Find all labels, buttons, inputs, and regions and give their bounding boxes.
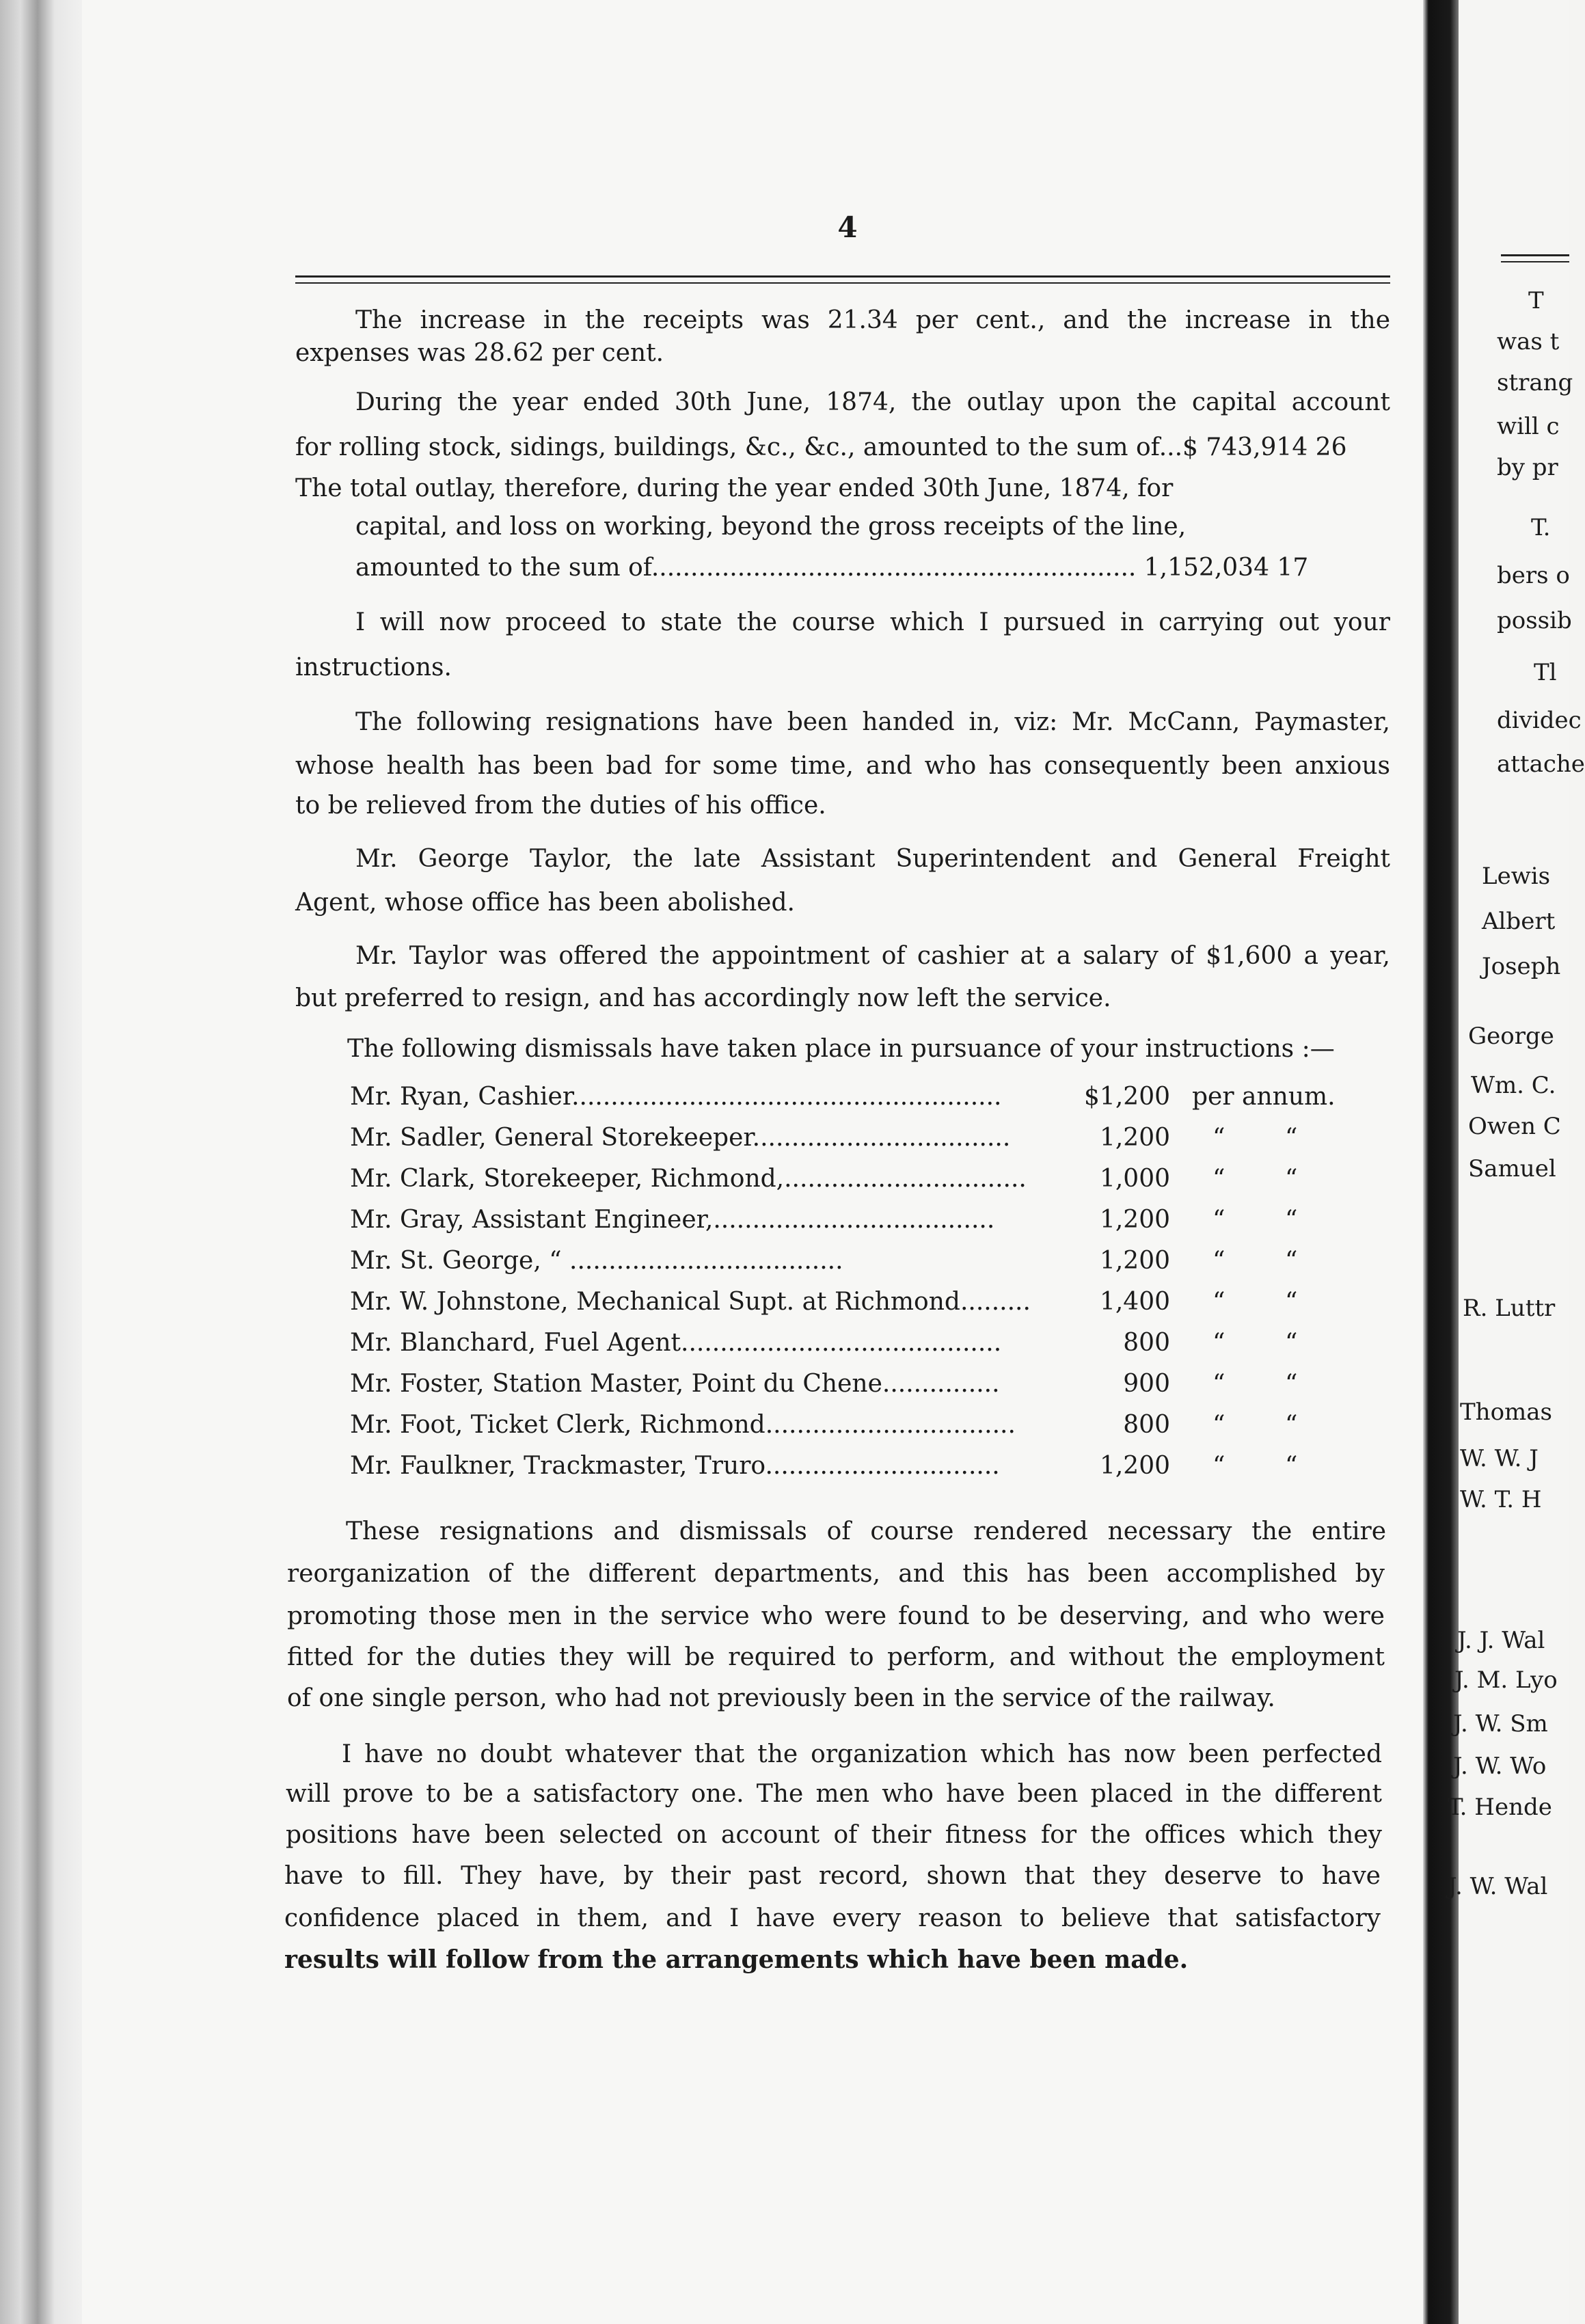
left-binding-edge [0, 0, 82, 2324]
dismissal-row [350, 1206, 1403, 1247]
next-page-fragment: Lewis [1482, 863, 1551, 890]
taylor-line-2: Agent, whose office has been abolished. [295, 889, 795, 917]
dismissal-amount: 900 [1123, 1370, 1170, 1398]
next-page-fragment: T [1528, 287, 1544, 314]
dismissal-amount: 1,400 [1099, 1288, 1170, 1316]
dismissal-ditto-2: “ [1285, 1124, 1298, 1152]
dismissal-name: Mr. Sadler, General Storekeeper................................. [350, 1124, 1011, 1152]
taylor-offer-line-1: Mr. Taylor was offered the appointment of cashier at a salary of $1,600 a year, [355, 942, 1390, 970]
next-page-fragment: R. Luttr [1463, 1295, 1556, 1322]
page-right-partial [1448, 0, 1585, 2324]
next-page-fragment: possib [1497, 607, 1572, 634]
outlay-line-4: capital, and loss on working, beyond the gross receipts of the line, [355, 513, 1187, 541]
dismissal-name: Mr. Foster, Station Master, Point du Chene............... [350, 1370, 1000, 1398]
page-number: 4 [837, 211, 858, 244]
dismissal-name: Mr. Gray, Assistant Engineer,.................................... [350, 1206, 995, 1234]
outlay-line-5: amounted to the sum of.............................................................. 1,152,034 17 [355, 554, 1309, 582]
dismissal-ditto-2: “ [1285, 1206, 1298, 1234]
next-page-fragment: will c [1497, 413, 1560, 440]
dismissal-ditto-1: “ [1213, 1452, 1225, 1480]
dismissal-amount: 1,200 [1099, 1247, 1170, 1275]
resignations-line-1: The following resignations have been handed in, viz: Mr. McCann, Paymaster, [355, 708, 1390, 736]
dismissal-ditto-1: “ [1213, 1329, 1225, 1357]
next-page-header-rule [1501, 254, 1569, 256]
dismissal-name: Mr. Clark, Storekeeper, Richmond,............................... [350, 1165, 1027, 1193]
conclusion-line-5: confidence placed in them, and I have every reason to believe that satisfactory [284, 1904, 1381, 1932]
dismissal-amount: 800 [1123, 1411, 1170, 1439]
next-page-header-rule-2 [1501, 261, 1569, 262]
dismissal-ditto-2: “ [1285, 1370, 1298, 1398]
conclusion-line-4: have to fill. They have, by their past record, shown that they deserve to have [284, 1862, 1381, 1890]
next-page-fragment: J. W. Wo [1453, 1753, 1547, 1780]
proceed-line-1: I will now proceed to state the course which I pursued in carrying out your [355, 608, 1390, 636]
center-gutter [1423, 0, 1459, 2324]
dismissal-ditto-2: “ [1285, 1452, 1298, 1480]
opening-line-1: The increase in the receipts was 21.34 per cent., and the increase in the [355, 306, 1390, 334]
dismissal-row [350, 1329, 1403, 1370]
next-page-fragment: Tl [1534, 659, 1557, 686]
next-page-fragment: J. M. Lyo [1454, 1666, 1558, 1694]
conclusion-line-3: positions have been selected on account of their fitness for the offices which they [286, 1821, 1382, 1849]
dismissal-ditto-1: “ [1213, 1124, 1225, 1152]
dismissal-ditto-1: “ [1213, 1206, 1225, 1234]
dismissal-name: Mr. Foot, Ticket Clerk, Richmond................................ [350, 1411, 1016, 1439]
next-page-fragment: attache [1497, 751, 1585, 778]
next-page-fragment: J. W. Sm [1453, 1710, 1548, 1738]
next-page-fragment: Thomas [1460, 1399, 1553, 1426]
dismissal-ditto-2: “ [1285, 1411, 1298, 1439]
dismissal-name: Mr. Blanchard, Fuel Agent......................................... [350, 1329, 1002, 1357]
dismissal-amount: 800 [1123, 1329, 1170, 1357]
outlay-line-2: for rolling stock, sidings, buildings, &c., &c., amounted to the sum of...$ 743,914 26 [295, 433, 1347, 461]
next-page-fragment: by pr [1497, 454, 1558, 481]
dismissal-name: Mr. Faulkner, Trackmaster, Truro.............................. [350, 1452, 1000, 1480]
dismissal-row [350, 1083, 1403, 1124]
reorganization-line-5: of one single person, who had not previously been in the service of the railway. [287, 1684, 1275, 1712]
next-page-fragment: W. T. H [1460, 1486, 1542, 1513]
dismissal-ditto-2: “ [1285, 1288, 1298, 1316]
dismissal-ditto-1: “ [1213, 1165, 1225, 1193]
taylor-line-1: Mr. George Taylor, the late Assistant Superintendent and General Freight [355, 845, 1390, 873]
dismissal-amount: 1,000 [1099, 1165, 1170, 1193]
reorganization-line-1: These resignations and dismissals of course rendered necessary the entire [346, 1517, 1386, 1545]
next-page-fragment: was t [1497, 328, 1560, 355]
outlay-line-1: During the year ended 30th June, 1874, the outlay upon the capital account [355, 388, 1390, 416]
next-page-fragment: dividec [1497, 707, 1582, 734]
dismissal-row [350, 1452, 1403, 1493]
dismissal-amount: 1,200 [1099, 1452, 1170, 1480]
dismissal-ditto-2: “ [1285, 1329, 1298, 1357]
header-rule-top [295, 275, 1390, 278]
next-page-fragment: J. W. Wal [1448, 1873, 1548, 1900]
next-page-fragment: Joseph [1482, 953, 1561, 980]
outlay-line-3: The total outlay, therefore, during the year ended 30th June, 1874, for [295, 474, 1174, 502]
reorganization-line-2: reorganization of the different departments, and this has been accomplished by [287, 1560, 1385, 1588]
resignations-line-3: to be relieved from the duties of his office. [295, 792, 826, 820]
dismissals-intro: The following dismissals have taken place in pursuance of your instructions :— [347, 1035, 1335, 1063]
taylor-offer-line-2: but preferred to resign, and has accordingly now left the service. [295, 984, 1111, 1012]
dismissal-ditto-1: per annum. [1192, 1083, 1336, 1111]
dismissal-ditto-2: “ [1285, 1165, 1298, 1193]
next-page-fragment: Samuel [1468, 1155, 1556, 1183]
dismissal-row [350, 1370, 1403, 1411]
next-page-fragment: Albert [1482, 908, 1556, 935]
dismissal-amount: $1,200 [1084, 1083, 1170, 1111]
dismissal-name: Mr. Ryan, Cashier....................................................... [350, 1083, 1002, 1111]
header-rule-bottom [295, 282, 1390, 284]
next-page-fragment: T. [1531, 514, 1551, 541]
conclusion-line-2: will prove to be a satisfactory one. The men who have been placed in the different [286, 1780, 1382, 1808]
next-page-fragment: strang [1497, 369, 1573, 396]
proceed-line-2: instructions. [295, 653, 452, 681]
dismissal-row [350, 1124, 1403, 1165]
next-page-fragment: Wm. C. [1471, 1072, 1556, 1099]
dismissal-name: Mr. St. George, “ ................................... [350, 1247, 843, 1275]
next-page-fragment: bers o [1497, 562, 1570, 589]
reorganization-line-4: fitted for the duties they will be required to perform, and without the employment [287, 1643, 1385, 1671]
dismissal-row [350, 1288, 1403, 1329]
dismissal-row [350, 1411, 1403, 1452]
next-page-fragment: Owen C [1468, 1113, 1561, 1140]
dismissal-name: Mr. W. Johnstone, Mechanical Supt. at Richmond......... [350, 1288, 1031, 1316]
dismissal-ditto-1: “ [1213, 1247, 1225, 1275]
resignations-line-2: whose health has been bad for some time, and who has consequently been anxious [295, 752, 1390, 780]
next-page-fragment: J. J. Wal [1457, 1627, 1545, 1654]
next-page-fragment: George [1468, 1023, 1554, 1050]
next-page-fragment: T. Hende [1448, 1794, 1552, 1821]
conclusion-line-1: I have no doubt whatever that the organization which has now been perfected [342, 1740, 1382, 1768]
dismissal-ditto-2: “ [1285, 1247, 1298, 1275]
dismissal-ditto-1: “ [1213, 1288, 1225, 1316]
dismissal-ditto-1: “ [1213, 1370, 1225, 1398]
dismissal-row [350, 1165, 1403, 1206]
dismissal-ditto-1: “ [1213, 1411, 1225, 1439]
conclusion-line-6: results will follow from the arrangements which have been made. [284, 1945, 1189, 1974]
dismissal-row [350, 1247, 1403, 1288]
reorganization-line-3: promoting those men in the service who were found to be deserving, and who were [287, 1602, 1385, 1630]
dismissal-amount: 1,200 [1099, 1124, 1170, 1152]
opening-line-2: expenses was 28.62 per cent. [295, 339, 664, 367]
dismissal-amount: 1,200 [1099, 1206, 1170, 1234]
next-page-fragment: W. W. J [1460, 1445, 1539, 1472]
